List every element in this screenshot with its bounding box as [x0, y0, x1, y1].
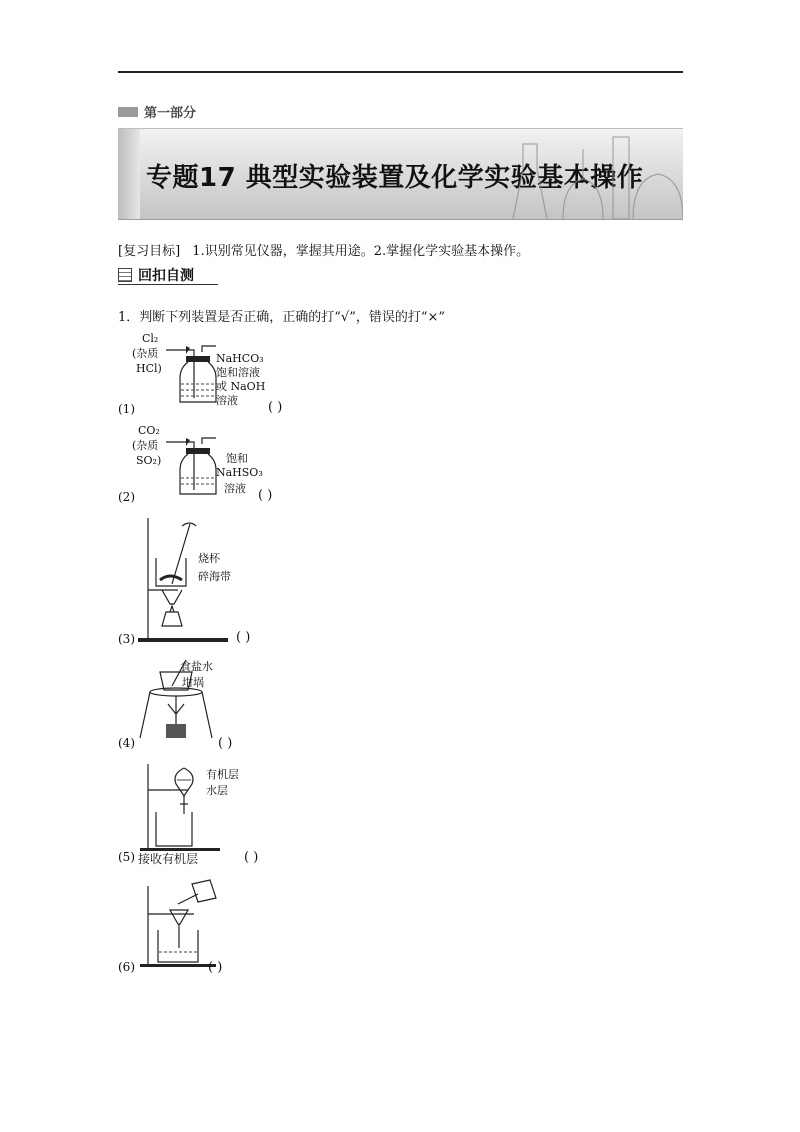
item-2-reagent-3: 溶液: [224, 482, 246, 495]
item-3: [118, 514, 418, 650]
item-1-reagent: NaHCO₃: [216, 352, 264, 365]
item-3-kelp-label: 碎海带: [198, 570, 231, 583]
item-4-crucible-label: 坩埚: [182, 676, 204, 689]
glassware-illustration: [483, 129, 683, 219]
item-1-reagent-4: 溶液: [216, 394, 238, 407]
item-3-answer-blank[interactable]: ( ): [236, 630, 251, 645]
item-2-number: (2): [118, 490, 135, 504]
section-title: 回扣自测: [138, 268, 194, 284]
page-title: 专题17 典型实验装置及化学实验基本操作: [146, 163, 644, 193]
item-2-reagent: 饱和: [226, 452, 248, 465]
item-6-number: (6): [118, 960, 135, 974]
item-1-number: (1): [118, 402, 135, 416]
item-5: [118, 760, 418, 870]
item-2-reagent-2: NaHSO₃: [216, 466, 263, 479]
item-3-number: (3): [118, 632, 135, 646]
item-1-answer-blank[interactable]: ( ): [268, 400, 283, 415]
item-4: [118, 658, 418, 754]
item-5-water-label: 水层: [206, 784, 228, 797]
item-2-gas: CO₂: [138, 424, 160, 437]
item-1-reagent-2: 饱和溶液: [216, 366, 260, 379]
filtration-setup: [132, 876, 232, 968]
part-tag: [118, 102, 196, 121]
item-6: [118, 876, 418, 976]
section-icon: [118, 268, 132, 282]
item-2: [118, 424, 418, 510]
item-5-organic-label: 有机层: [206, 768, 239, 781]
item-5-answer-blank[interactable]: ( ): [244, 850, 259, 865]
section-heading: [118, 265, 194, 285]
item-1-impurity-name: HCl): [136, 362, 162, 375]
top-rule: [118, 71, 683, 73]
item-1-gas: Cl₂: [142, 332, 159, 345]
item-2-answer-blank[interactable]: ( ): [258, 488, 273, 503]
item-1: [118, 332, 418, 422]
section-underline: [118, 284, 218, 285]
item-2-impurity-name: SO₂): [136, 454, 162, 467]
review-goal: [118, 240, 529, 259]
goal-label: [复习目标]: [118, 244, 181, 259]
part-bar: [118, 107, 138, 117]
item-1-impurity: (杂质: [132, 347, 159, 360]
item-4-salt-label: 食盐水: [180, 660, 213, 673]
title-banner: [118, 128, 683, 220]
item-5-caption: 接收有机层: [138, 852, 199, 866]
item-5-number: (5): [118, 850, 135, 864]
part-label: 第一部分: [144, 106, 197, 121]
item-3-beaker-label: 烧杯: [198, 552, 220, 565]
item-2-impurity: (杂质: [132, 439, 159, 452]
question-1: 1．判断下列装置是否正确，正确的打“√”，错误的打“×”: [118, 310, 446, 325]
item-6-answer-blank[interactable]: ( ): [208, 960, 223, 975]
item-4-number: (4): [118, 736, 135, 750]
goal-text: 1.识别常见仪器，掌握其用途。2.掌握化学实验基本操作。: [192, 244, 530, 259]
item-4-answer-blank[interactable]: ( ): [218, 736, 233, 751]
item-1-reagent-3: 或 NaOH: [216, 380, 266, 393]
